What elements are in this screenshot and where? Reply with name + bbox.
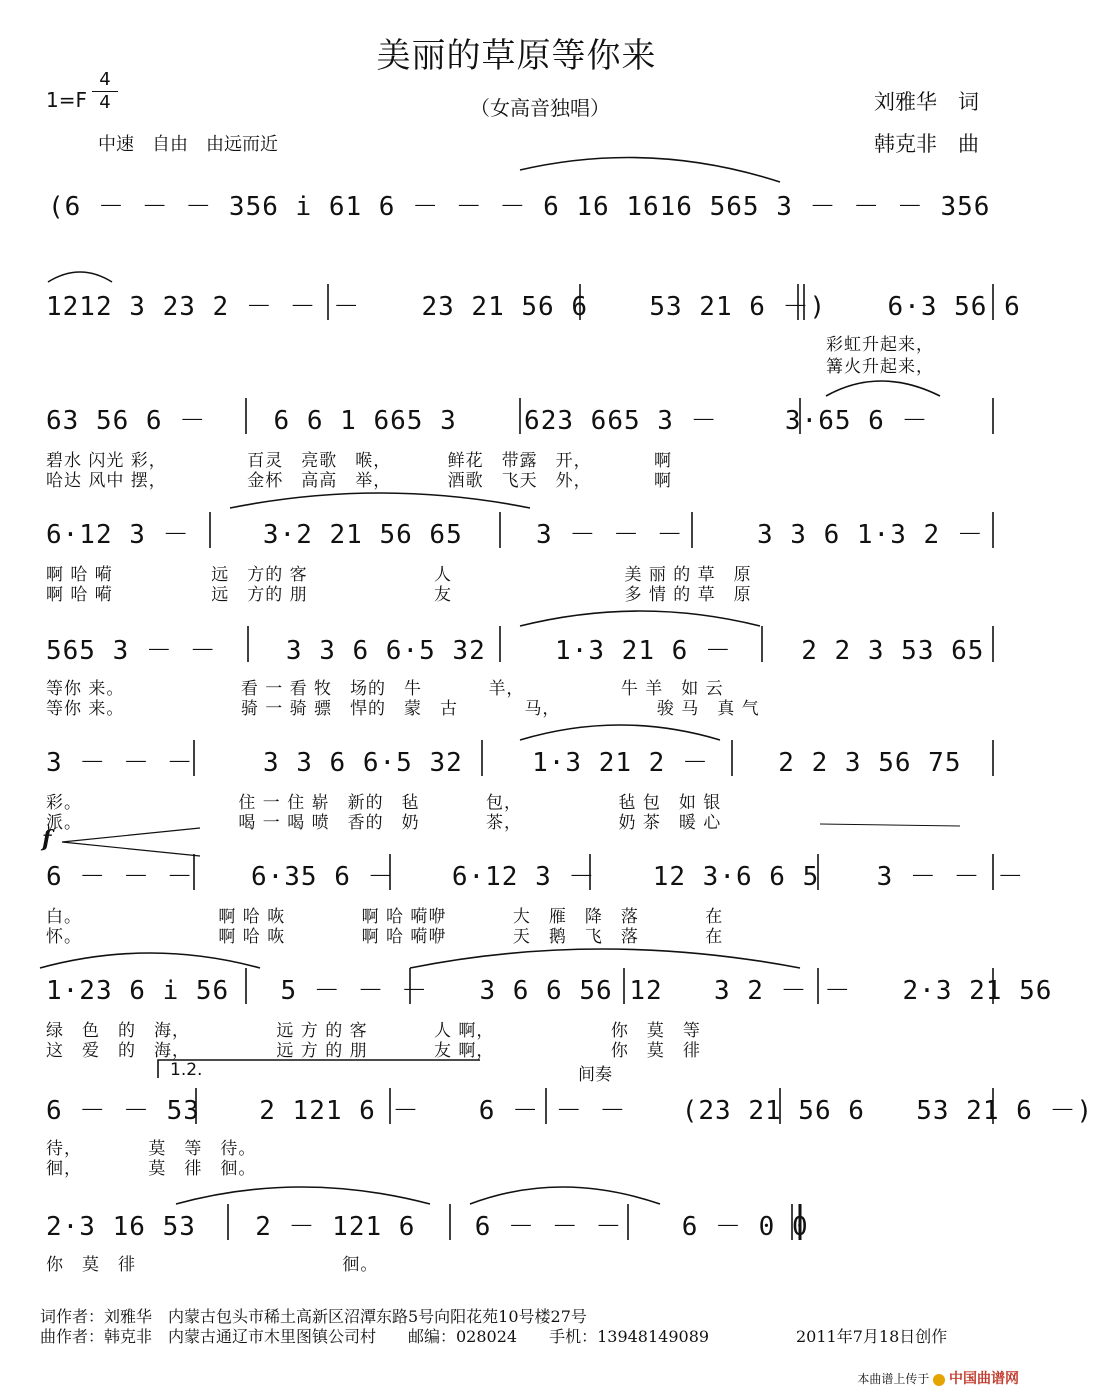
- lyrics-verse-2: 怀。 啊 哈 咴 啊 哈 嗬咿 天 鹅 飞 落 在: [46, 927, 724, 947]
- composer-credit: 韩克非 曲: [874, 132, 979, 156]
- interlude-label: 间奏: [578, 1065, 612, 1085]
- measure: 6·3 56 6: [887, 292, 1021, 322]
- time-signature-bottom: 4: [99, 92, 111, 113]
- measure: 6 － － 53: [46, 1096, 200, 1126]
- lyricist-credit: 刘雅华 词: [874, 90, 979, 114]
- measure: 6 － 0 0: [681, 1212, 809, 1242]
- measure: 2 121 6 －: [259, 1096, 420, 1126]
- measure: 63 56 6 －: [46, 406, 207, 436]
- measure: 565 3 － －: [46, 636, 217, 666]
- measure: 3 － － －: [46, 748, 194, 778]
- site-brand: 中国曲谱网: [949, 1371, 1019, 1387]
- measure: 23 21 56 6: [421, 292, 589, 322]
- measure: 623 665 3 －: [524, 406, 718, 436]
- measure: 3·2 21 56 65: [262, 520, 463, 550]
- lyrics-verse-1: 彩虹升起来，: [826, 335, 934, 355]
- measure: 3 － － －: [876, 862, 1025, 892]
- measure: 53 21 6 －): [916, 1096, 1093, 1126]
- measure: 6 － － －: [478, 1096, 627, 1126]
- tempo-marking: 中速 自由 由远而近: [98, 134, 278, 155]
- measure: 6 － － －: [46, 862, 194, 892]
- lyricist-address: 词作者：刘雅华 内蒙古包头市稀土高新区沼潭东路5号向阳花苑10号楼27号: [40, 1307, 587, 1326]
- dynamic-forte: f: [42, 826, 52, 852]
- volta-label: 1.2.: [170, 1060, 203, 1080]
- measure: 3 3 6 1·3 2 －: [756, 520, 984, 550]
- upload-note: 本曲谱上传于 中国曲谱网: [857, 1371, 1019, 1387]
- lyrics-verse-2: 这 爱 的 海， 远 方 的 朋 友 啊， 你 莫 徘: [46, 1041, 701, 1061]
- lyrics-verse-2: 啊 哈 嗬 远 方的 朋 友 多 情 的 草 原: [46, 585, 752, 605]
- measure: 53 21 6 －): [649, 292, 827, 322]
- lyrics-verse-1: 碧水 闪光 彩， 百灵 亮歌 喉， 鲜花 带露 开， 啊: [46, 451, 673, 471]
- measure: 2·3 16 53: [46, 1212, 196, 1242]
- measure: 3·65 6 －: [784, 406, 929, 436]
- measure: 3 － － －: [536, 520, 684, 550]
- key-signature: 1=F: [46, 88, 87, 112]
- measure: 2 － 121 6: [255, 1212, 416, 1242]
- time-signature-top: 4: [99, 69, 111, 90]
- measure: (23 21 56 6: [681, 1096, 865, 1126]
- measure: 1·23 6 i 56: [46, 976, 230, 1006]
- measure: 6 － － －: [474, 1212, 623, 1242]
- lyrics-verse-2: 派。 喝 一 喝 喷 香的 奶 茶， 奶 茶 暖 心: [46, 813, 722, 833]
- lyrics-verse-1: 啊 哈 嗬 远 方的 客 人 美 丽 的 草 原: [46, 565, 752, 585]
- subtitle: （女高音独唱）: [470, 96, 610, 120]
- lyrics-verse-1: 彩。 住 一 住 崭 新的 毡 包， 毡 包 如 银: [46, 793, 722, 813]
- lyrics-verse-2: 篝火升起来，: [826, 357, 934, 377]
- measure: 1·3 21 2 －: [532, 748, 709, 778]
- measure: 12 3·6 6 5: [652, 862, 820, 892]
- lyrics-verse-1: 白。 啊 哈 咴 啊 哈 嗬咿 大 雁 降 落 在: [46, 907, 724, 927]
- notes-line-1: (6 － － － 356 i̇ 61 6 － － － 6 16 1616 565 3 － － － 356: [48, 192, 991, 222]
- measure: 6 6 1 665 3: [273, 406, 457, 436]
- lyrics-verse-1: 待， 莫 等 待。: [46, 1139, 257, 1159]
- measure: 3 6 6 56 12: [479, 976, 663, 1006]
- lyrics-verse-2: 哈达 风中 摆， 金杯 高高 举， 酒歌 飞天 外， 啊: [46, 471, 673, 491]
- measure: 6·35 6 －: [250, 862, 395, 892]
- creation-date: 2011年7月18日创作: [796, 1327, 948, 1346]
- song-title: 美丽的草原等你来: [376, 36, 657, 76]
- measure: 1212 3 23 2 － － －: [46, 292, 361, 322]
- measure: 3 2 － －: [713, 976, 852, 1006]
- measure: 5 － － －: [280, 976, 429, 1006]
- measure: 6·12 3 －: [46, 520, 190, 550]
- measure: 3 3 6 6·5 32: [285, 636, 486, 666]
- measure: 2 2 3 53 65: [801, 636, 985, 666]
- measure: 3 3 6 6·5 32: [262, 748, 463, 778]
- measure: 6·12 3 －: [451, 862, 596, 892]
- lyrics-verse-2: 等你 来。 骑 一 骑 骠 悍的 蒙 古 马， 骏 马 真 气: [46, 699, 760, 719]
- lyrics-verse-1: 你 莫 徘 徊。: [46, 1255, 379, 1275]
- measure: 1·3 21 6 －: [555, 636, 732, 666]
- lyrics-verse-1: 绿 色 的 海， 远 方 的 客 人 啊， 你 莫 等: [46, 1021, 701, 1041]
- lyrics-verse-1: 等你 来。 看 一 看 牧 场的 牛 羊， 牛 羊 如 云: [46, 679, 724, 699]
- composer-address: 曲作者：韩克非 内蒙古通辽市木里图镇公司村 邮编：028024 手机：13948149089: [40, 1327, 710, 1346]
- measure: 2·3 21 56: [902, 976, 1053, 1006]
- measure: 2 2 3 56 75: [778, 748, 962, 778]
- lyrics-verse-2: 徊， 莫 徘 徊。: [46, 1159, 257, 1179]
